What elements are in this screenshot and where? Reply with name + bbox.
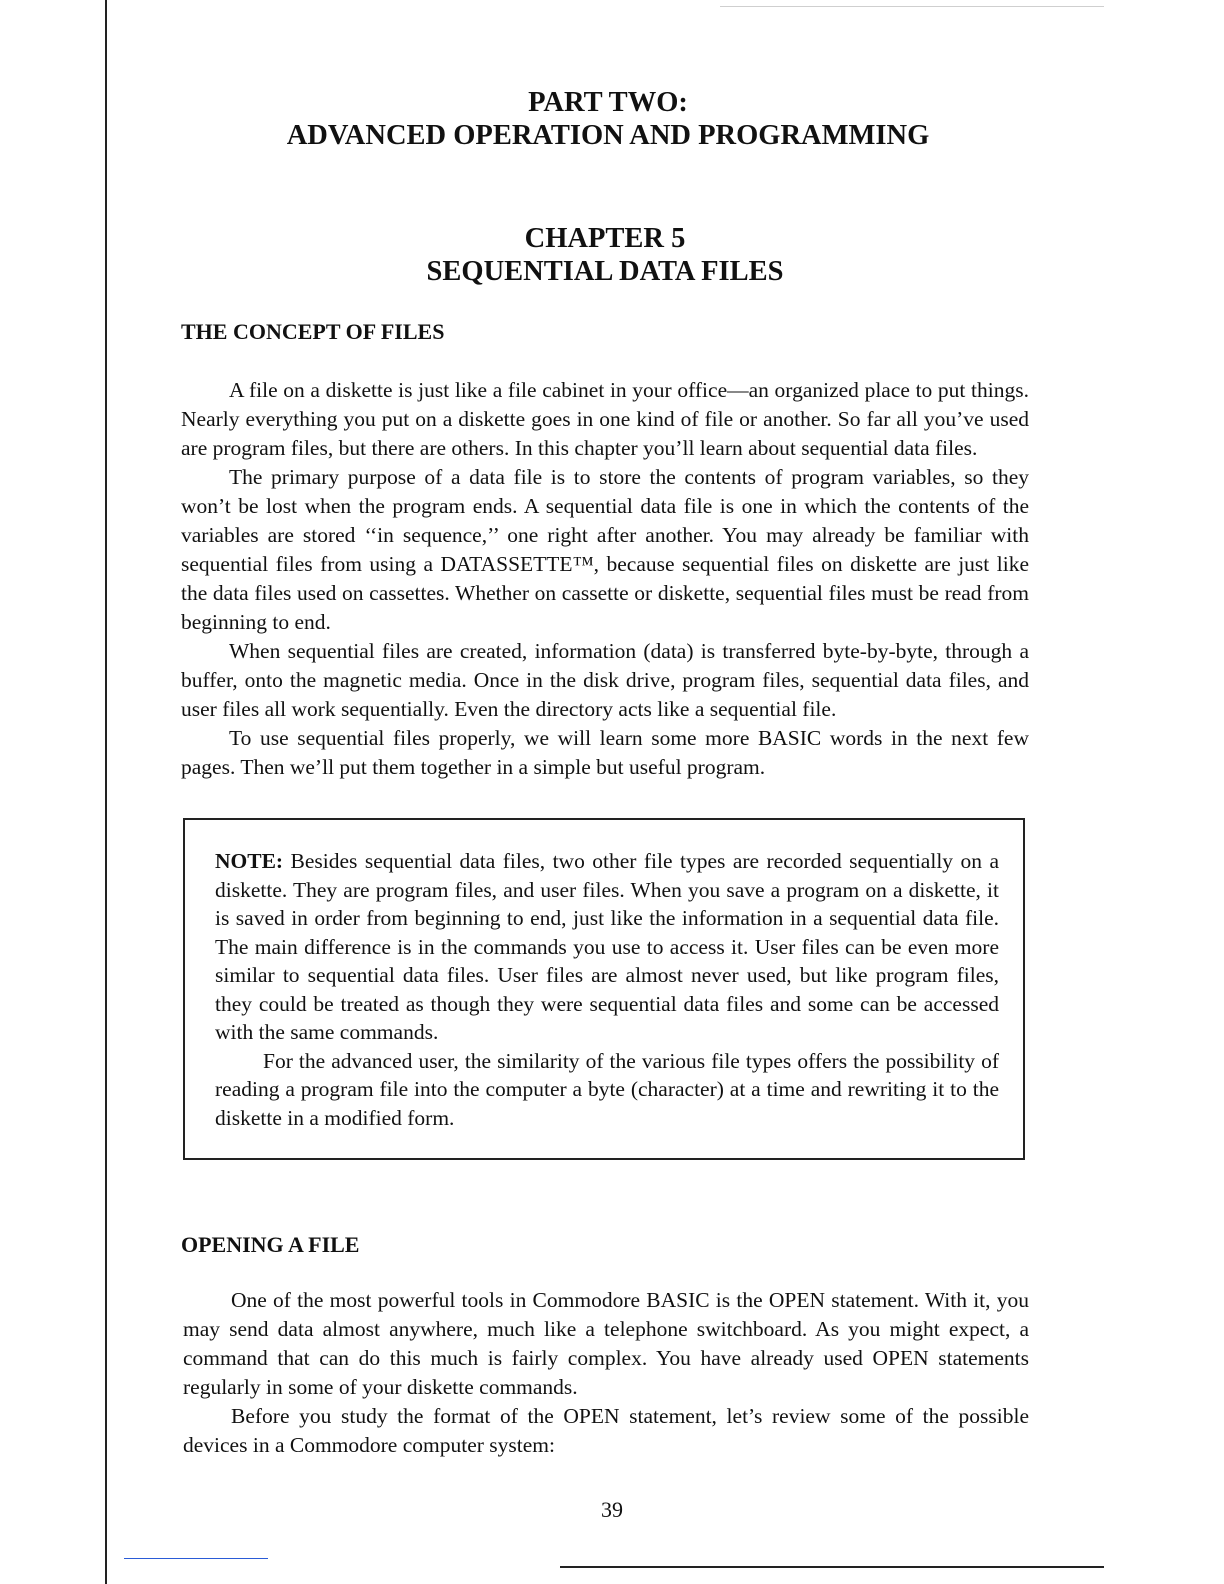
part-title-line-1: PART TWO: [528, 87, 688, 118]
paragraph: One of the most powerful tools in Commodore BASIC is the OPEN statement. With it, you may send data almost anywhere, much like a telephone switchboard. As you might expect, a command that can do this much is fairly complex. You have already used OPEN statements regularly in some of your diskette commands. [183, 1288, 1029, 1399]
opening-section-body [183, 1286, 1029, 1460]
note-text: Besides sequential data files, two other file types are recorded sequentially on a diskette. They are program files, and user files. When you save a program on a diskette, it is saved in order from beginning to end, just like the information in a sequential data file. The main difference is in the commands you use to access it. User files can be even more similar to sequential data files. User files are almost never used, but like program files, they could be treated as though they were sequential data files and some can be accessed with the same commands. [215, 849, 999, 1044]
top-scan-rule [720, 6, 1104, 7]
binding-edge-line [105, 0, 107, 1584]
part-title [181, 86, 1029, 152]
note-paragraph-1 [215, 847, 999, 1047]
paragraph: A file on a diskette is just like a file cabinet in your office—an organized place to put things. Nearly everything you put on a diskette goes in one kind of file or another. So far all you’ve used are program files, but there are others. In this chapter you’ll learn about sequential data files. [181, 378, 1029, 460]
bottom-scan-rule [560, 1566, 1104, 1568]
paragraph: When sequential files are created, information (data) is transferred byte-by-byte, through a buffer, onto the magnetic media. Once in the disk drive, program files, sequential data files, and user files all work sequentially. Even the directory acts like a sequential file. [181, 639, 1029, 721]
page-number: 39 [601, 1497, 623, 1522]
chapter-title-line-2: SEQUENTIAL DATA FILES [426, 256, 784, 287]
paragraph: Before you study the format of the OPEN statement, let’s review some of the possible devices in a Commodore computer system: [183, 1404, 1029, 1457]
chapter-title-line-1: CHAPTER 5 [524, 223, 686, 254]
page-content [181, 86, 1029, 1457]
section-heading-opening-a-file: OPENING A FILE [181, 1232, 360, 1257]
note-content [215, 847, 999, 1132]
note-label: NOTE: [215, 849, 284, 873]
part-title-line-2: ADVANCED OPERATION AND PROGRAMMING [286, 120, 930, 151]
bottom-left-scan-rule [124, 1558, 268, 1559]
note-box [183, 818, 1025, 1160]
paragraph: To use sequential files properly, we will learn some more BASIC words in the next few pages. Then we’ll put them together in a simple but useful program. [181, 726, 1029, 779]
chapter-title [181, 222, 1029, 288]
paragraph: The primary purpose of a data file is to store the contents of program variables, so they won’t be lost when the program ends. A sequential data file is one in which the contents of the variables are stored ‘‘in sequence,’’ one right after another. You may already be familiar with sequential files from using a DATASSETTE™, because sequential files on diskette are just like the data files used on cassettes. Whether on cassette or diskette, sequential files must be read from beginning to end. [181, 465, 1029, 634]
section-heading-concept-of-files: THE CONCEPT OF FILES [181, 319, 445, 344]
note-paragraph-2: For the advanced user, the similarity of the various file types offers the possibility of reading a program file into the computer a byte (character) at a time and rewriting it to the diskette in a modified form. [215, 1048, 999, 1130]
concept-section-body [181, 376, 1029, 782]
